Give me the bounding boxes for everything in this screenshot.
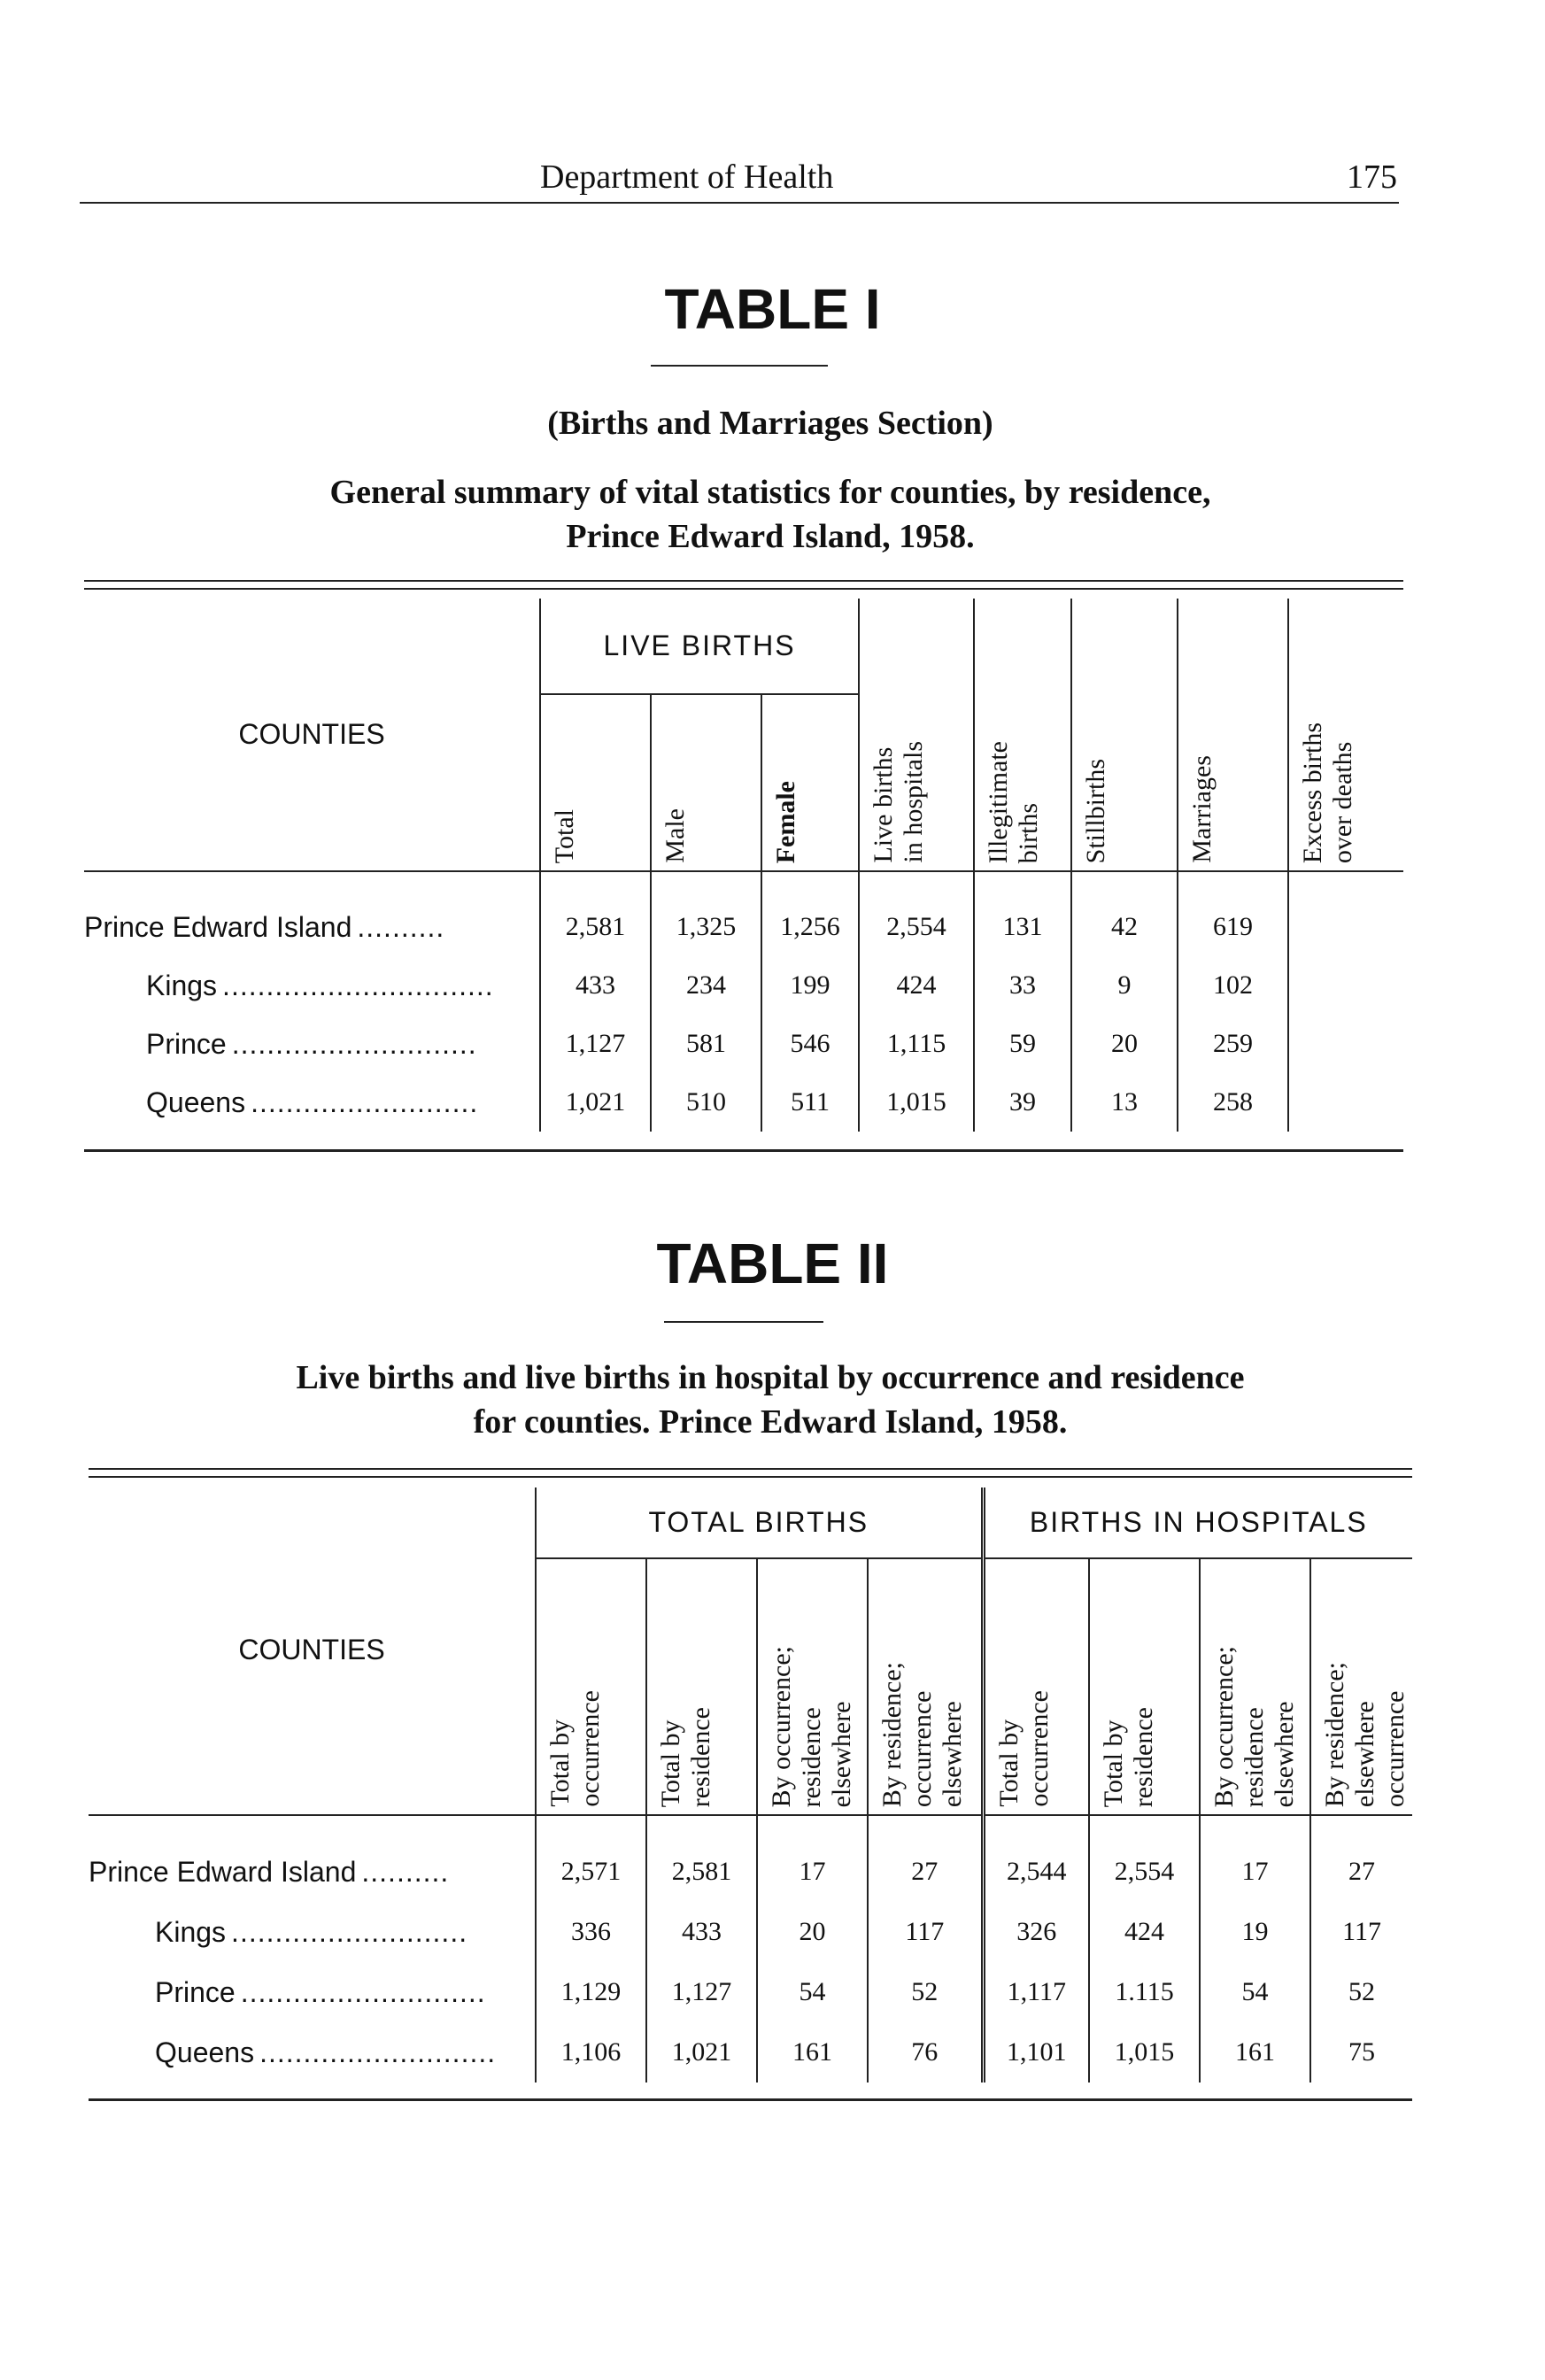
table-row <box>89 1902 1412 1962</box>
table1-col-stillbirths: Stillbirths <box>1071 599 1178 871</box>
table1-top-rule <box>84 580 1403 582</box>
cell <box>1288 898 1403 956</box>
table2-col-hosp-by-residence: By residence; elsewhere occurrence <box>1310 1558 1412 1815</box>
table2-counties-header: COUNTIES <box>238 1634 385 1665</box>
cell: 54 <box>1200 1962 1310 2022</box>
cell: 20 <box>1071 1015 1178 1073</box>
table2-col-hosp-total-occurrence: Total by occurrence <box>983 1558 1089 1815</box>
cell: 39 <box>974 1073 1071 1132</box>
cell: 1,021 <box>540 1073 651 1132</box>
table2-title: TABLE II <box>656 1232 889 1295</box>
cell: 161 <box>1200 2022 1310 2082</box>
cell: 20 <box>757 1902 868 1962</box>
cell: 1,115 <box>859 1015 974 1073</box>
table2-top-rule-2 <box>89 1476 1412 1478</box>
table2-caption-line1: Live births and live births in hospital by occurrence and residence <box>296 1359 1245 1396</box>
table2-hospital-births-header: BIRTHS IN HOSPITALS <box>983 1488 1412 1558</box>
cell: 54 <box>757 1962 868 2022</box>
table1-col-excess-births: Excess births over deaths <box>1288 599 1403 871</box>
cell: 42 <box>1071 898 1178 956</box>
table2-col-hosp-total-residence: Total by residence <box>1089 1558 1200 1815</box>
table-row <box>89 2022 1412 2082</box>
cell: 75 <box>1310 2022 1412 2082</box>
cell: 510 <box>651 1073 761 1132</box>
row-label: Prince ............................ <box>155 1975 486 2008</box>
cell: 2,554 <box>1089 1842 1200 1902</box>
cell: 2,544 <box>983 1842 1089 1902</box>
cell: 1,127 <box>540 1015 651 1073</box>
running-head <box>80 158 1399 204</box>
cell: 1.115 <box>1089 1962 1200 2022</box>
cell: 27 <box>1310 1842 1412 1902</box>
cell: 1,021 <box>646 2022 757 2082</box>
table2-bottom-rule <box>89 2098 1412 2101</box>
cell: 1,325 <box>651 898 761 956</box>
cell: 1,106 <box>536 2022 646 2082</box>
cell <box>1288 956 1403 1015</box>
cell: 326 <box>983 1902 1089 1962</box>
cell: 511 <box>761 1073 859 1132</box>
cell: 131 <box>974 898 1071 956</box>
table1-caption-line1: General summary of vital statistics for counties, by residence, <box>329 474 1211 511</box>
table1-title-rule <box>651 365 828 367</box>
table2-col-hosp-by-occurrence: By occurrence; residence elsewhere <box>1200 1558 1310 1815</box>
table2-col-by-residence: By residence; occurrence elsewhere <box>868 1558 983 1815</box>
table2-top-rule <box>89 1468 1412 1470</box>
cell: 17 <box>1200 1842 1310 1902</box>
cell: 117 <box>868 1902 983 1962</box>
cell: 424 <box>859 956 974 1015</box>
table2-caption-line2: for counties. Prince Edward Island, 1958. <box>473 1403 1068 1441</box>
row-label: Queens ........................... <box>155 2036 497 2068</box>
cell: 259 <box>1178 1015 1288 1073</box>
table1-bottom-rule <box>84 1149 1403 1152</box>
row-label: Prince ............................ <box>146 1027 477 1060</box>
cell: 1,129 <box>536 1962 646 2022</box>
cell: 1,117 <box>983 1962 1089 2022</box>
row-label: Queens .......................... <box>146 1086 479 1118</box>
cell: 1,015 <box>1089 2022 1200 2082</box>
page-number: 175 <box>1347 158 1397 196</box>
table-row <box>84 1073 1403 1132</box>
table-row <box>89 1962 1412 2022</box>
table2-title-rule <box>664 1321 823 1323</box>
table1-counties-header: COUNTIES <box>238 718 385 750</box>
cell <box>1288 1073 1403 1132</box>
table2-col-by-occurrence: By occurrence; residence elsewhere <box>757 1558 868 1815</box>
table1-col-illegitimate: Illegitimate births <box>974 599 1071 871</box>
table1-caption-line2: Prince Edward Island, 1958. <box>566 518 975 555</box>
table2-col-total-residence: Total by residence <box>646 1558 757 1815</box>
cell: 1,127 <box>646 1962 757 2022</box>
table1-col-hospital-births: Live births in hospitals <box>859 599 974 871</box>
cell: 424 <box>1089 1902 1200 1962</box>
row-label: Prince Edward Island .......... <box>89 1855 450 1888</box>
table1-col-female: Female <box>761 694 859 871</box>
cell: 52 <box>868 1962 983 2022</box>
cell <box>1288 1015 1403 1073</box>
cell: 433 <box>646 1902 757 1962</box>
cell: 9 <box>1071 956 1178 1015</box>
cell: 33 <box>974 956 1071 1015</box>
table1 <box>84 599 1403 1132</box>
cell: 1,015 <box>859 1073 974 1132</box>
cell: 2,581 <box>540 898 651 956</box>
table1-col-marriages: Marriages <box>1178 599 1288 871</box>
cell: 581 <box>651 1015 761 1073</box>
table-row <box>89 1842 1412 1902</box>
cell: 117 <box>1310 1902 1412 1962</box>
table1-col-male: Male <box>651 694 761 871</box>
cell: 2,554 <box>859 898 974 956</box>
row-label: Prince Edward Island .......... <box>84 910 445 943</box>
cell: 1,101 <box>983 2022 1089 2082</box>
cell: 199 <box>761 956 859 1015</box>
cell: 102 <box>1178 956 1288 1015</box>
cell: 619 <box>1178 898 1288 956</box>
table1-title: TABLE I <box>664 277 881 341</box>
cell: 2,581 <box>646 1842 757 1902</box>
cell: 258 <box>1178 1073 1288 1132</box>
cell: 546 <box>761 1015 859 1073</box>
table1-top-rule-2 <box>84 588 1403 590</box>
cell: 336 <box>536 1902 646 1962</box>
table-row <box>84 1015 1403 1073</box>
table1-col-total: Total <box>540 694 651 871</box>
cell: 161 <box>757 2022 868 2082</box>
table-row <box>84 898 1403 956</box>
table2-col-total-occurrence: Total by occurrence <box>536 1558 646 1815</box>
cell: 13 <box>1071 1073 1178 1132</box>
table2-total-births-header: TOTAL BIRTHS <box>536 1488 983 1558</box>
cell: 234 <box>651 956 761 1015</box>
cell: 27 <box>868 1842 983 1902</box>
row-label: Kings ........................... <box>155 1915 468 1948</box>
cell: 19 <box>1200 1902 1310 1962</box>
table1-section: (Births and Marriages Section) <box>547 405 993 442</box>
cell: 1,256 <box>761 898 859 956</box>
cell: 2,571 <box>536 1842 646 1902</box>
running-title: Department of Health <box>540 158 834 196</box>
table1-live-births-header: LIVE BIRTHS <box>540 599 859 694</box>
cell: 433 <box>540 956 651 1015</box>
table2 <box>89 1488 1412 2082</box>
cell: 59 <box>974 1015 1071 1073</box>
row-label: Kings ............................... <box>146 969 494 1001</box>
table-row <box>84 956 1403 1015</box>
cell: 17 <box>757 1842 868 1902</box>
cell: 76 <box>868 2022 983 2082</box>
cell: 52 <box>1310 1962 1412 2022</box>
